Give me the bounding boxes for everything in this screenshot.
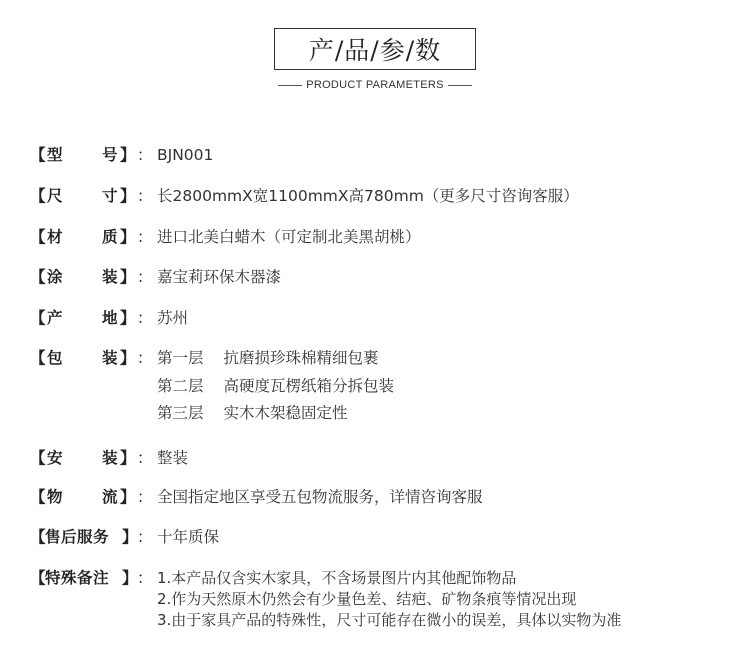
param-label-coating: 【 涂 装 】 <box>30 268 136 286</box>
param-label-model: 【 型 号 】 <box>30 146 136 164</box>
subtitle-text: PRODUCT PARAMETERS <box>306 79 444 91</box>
param-label-size: 【 尺 寸 】 <box>30 187 136 205</box>
param-label-origin: 【 产 地 】 <box>30 309 136 327</box>
param-value-origin: 苏州 <box>157 309 189 327</box>
param-value-after-sales: 十年质保 <box>157 528 220 546</box>
param-value-size: 长2800mmX宽1100mmX高780mm（更多尺寸咨询客服） <box>157 187 579 205</box>
subtitle-dash-left <box>278 85 302 86</box>
param-label-packaging: 【 包 装 】 <box>30 349 136 367</box>
note-item-3: 3.由于家具产品的特殊性，尺寸可能存在微小的误差，具体以实物为准 <box>157 611 622 629</box>
subtitle-dash-right <box>448 85 472 86</box>
param-label-notes: 【 特殊备注 】 <box>30 569 138 587</box>
packaging-layer-3: 第三层 实木木架稳固定性 <box>157 404 348 422</box>
packaging-layer-1: 第一层 抗磨损珍珠棉精细包裹 <box>157 349 379 367</box>
param-value-coating: 嘉宝莉环保木器漆 <box>157 268 282 286</box>
note-item-2: 2.作为天然原木仍然会有少量色差、结疤、矿物条痕等情况出现 <box>157 590 577 608</box>
param-label-install: 【 安 装 】 <box>30 449 136 467</box>
param-label-after-sales: 【 售后服务 】 <box>30 528 138 546</box>
param-label-logistics: 【 物 流 】 <box>30 488 136 506</box>
param-value-material: 进口北美白蜡木（可定制北美黑胡桃） <box>157 228 421 246</box>
page-subtitle <box>0 79 750 91</box>
param-value-install: 整装 <box>157 449 189 467</box>
param-value-logistics: 全国指定地区享受五包物流服务，详情咨询客服 <box>157 488 483 506</box>
page-title: 产/品/参/数 <box>274 28 476 70</box>
note-item-1: 1.本产品仅含实木家具，不含场景图片内其他配饰物品 <box>157 569 517 587</box>
packaging-layer-2: 第二层 高硬度瓦楞纸箱分拆包装 <box>157 377 395 395</box>
param-value-model: BJN001 <box>157 146 214 164</box>
param-label-material: 【 材 质 】 <box>30 228 136 246</box>
